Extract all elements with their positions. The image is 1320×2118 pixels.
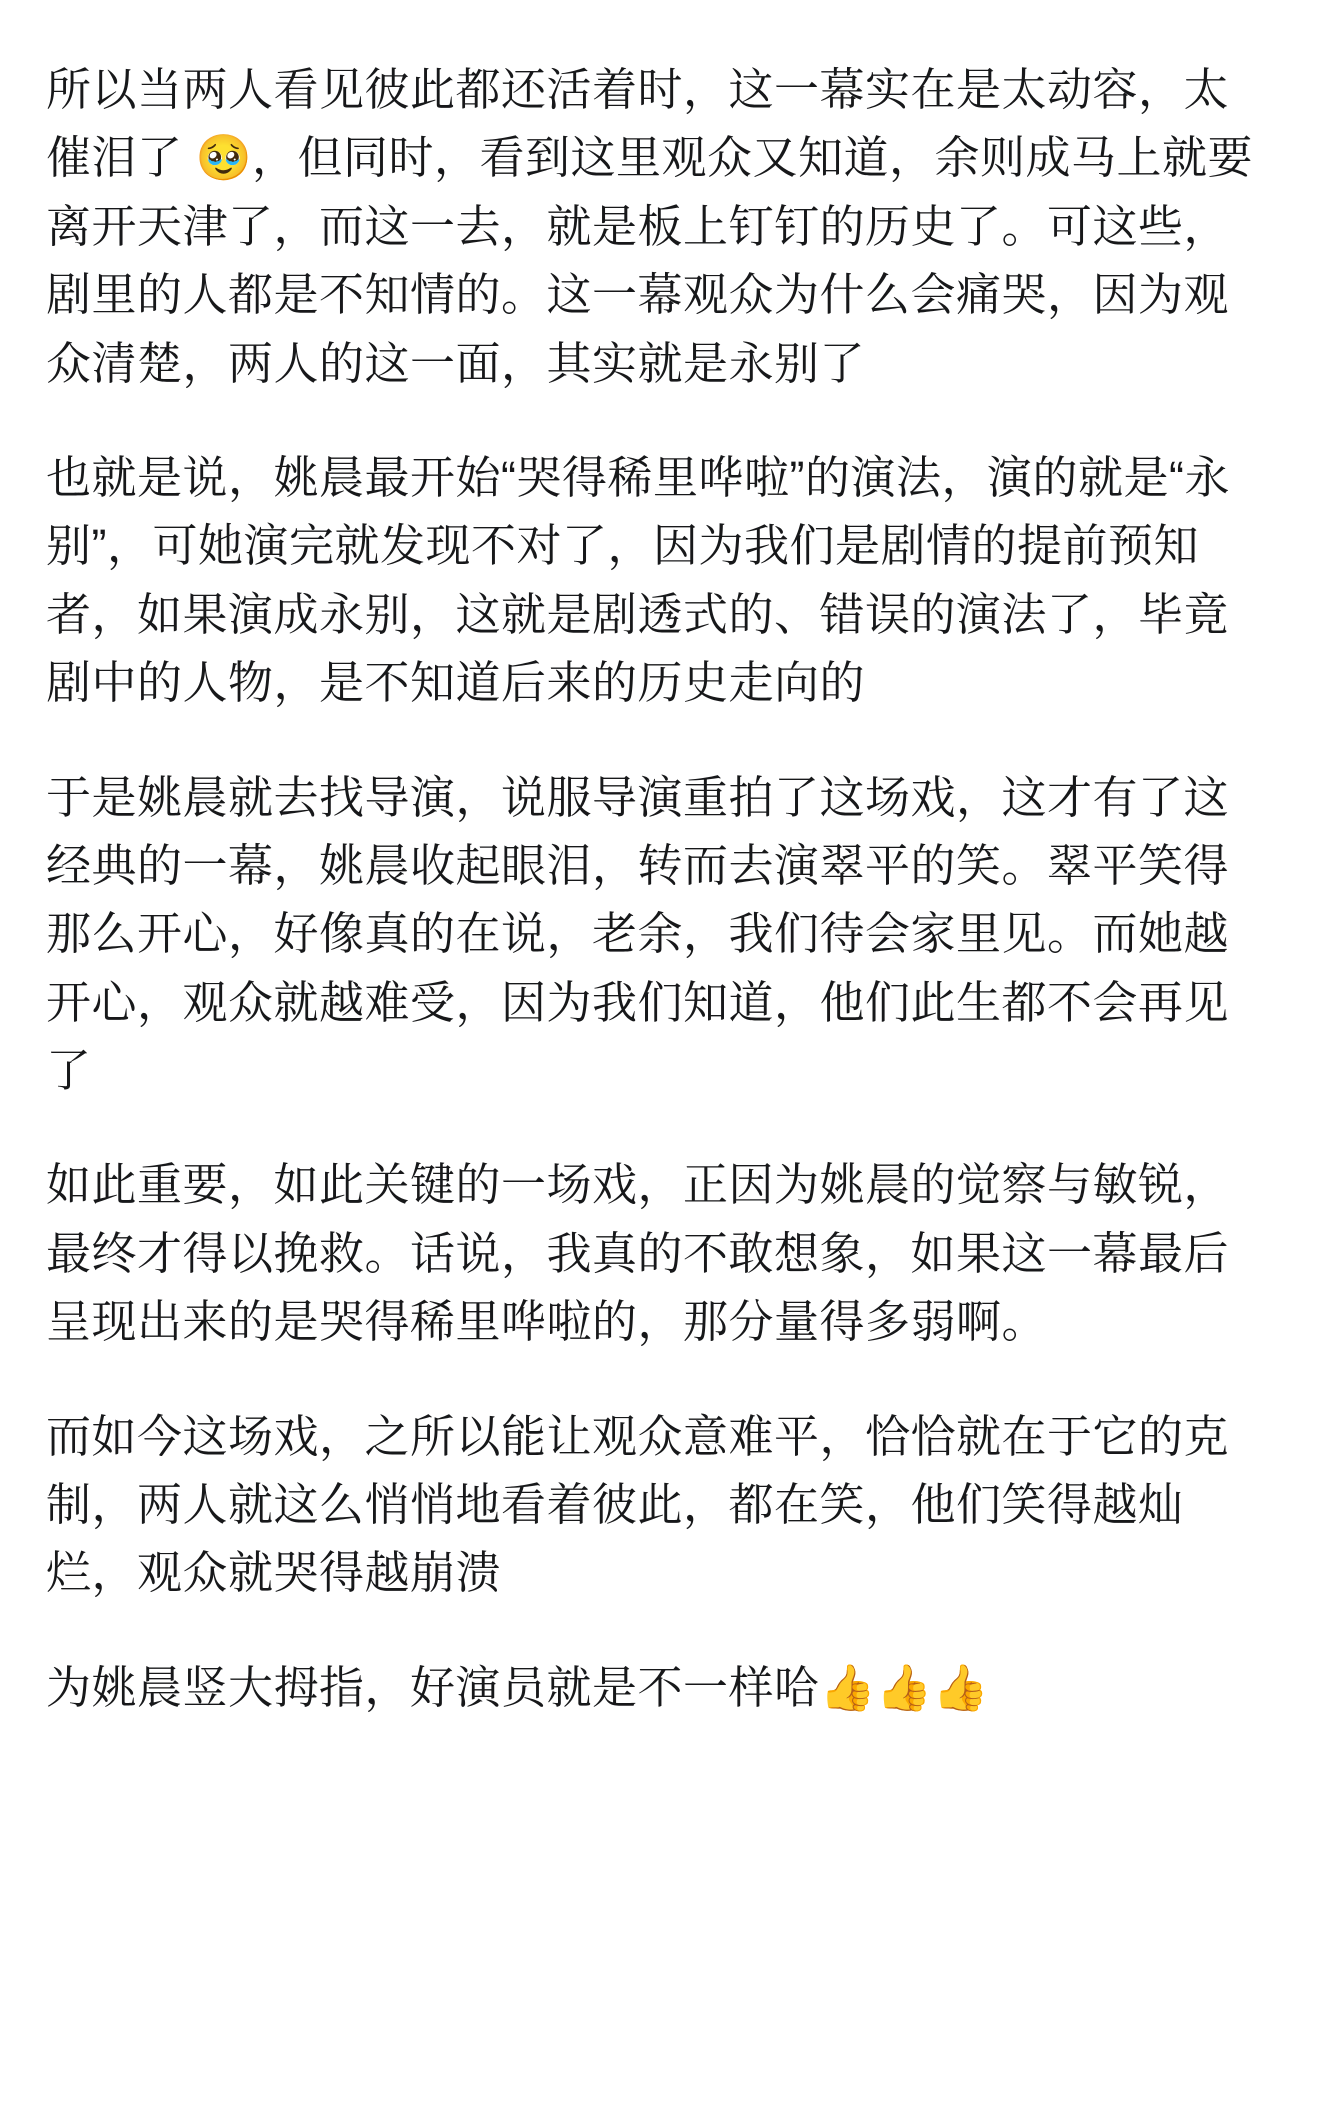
paragraph-3: 于是姚晨就去找导演，说服导演重拍了这场戏，这才有了这经典的一幕，姚晨收起眼泪，转而去演翠平的笑。翠平笑得那么开心，好像真的在说，老余，我们待会家里见。而她越开心，观众就越难受，因为我们知道，他们此生都不会再见了: [46, 771, 1230, 1097]
paragraph-1: 所以当两人看见彼此都还活着时，这一幕实在是太动容，太催泪了 🥹，但同时，看到这里观众又知道，余则成马上就要离开天津了，而这一去，就是板上钉钉的历史了。可这些，剧里的人都是不知情的。这一幕观众为什么会痛哭，因为观众清楚，两人的这一面，其实就是永别了: [46, 64, 1254, 389]
post-body: [46, 56, 1274, 1722]
paragraph-6: 为姚晨竖大拇指，好演员就是不一样哈👍👍👍: [46, 1661, 990, 1713]
paragraph-4: 如此重要，如此关键的一场戏，正因为姚晨的觉察与敏锐，最终才得以挽救。话说，我真的不敢想象，如果这一幕最后呈现出来的是哭得稀里哗啦的，那分量得多弱啊。: [46, 1159, 1230, 1348]
paragraph-5: 而如今这场戏，之所以能让观众意难平，恰恰就在于它的克制，两人就这么悄悄地看着彼此，都在笑，他们笑得越灿烂，观众就哭得越崩溃: [46, 1410, 1230, 1599]
paragraph-2: 也就是说，姚晨最开始“哭得稀里哗啦”的演法，演的就是“永别”，可她演完就发现不对了，因为我们是剧情的提前预知者，如果演成永别，这就是剧透式的、错误的演法了，毕竟剧中的人物，是不知道后来的历史走向的: [46, 451, 1230, 709]
